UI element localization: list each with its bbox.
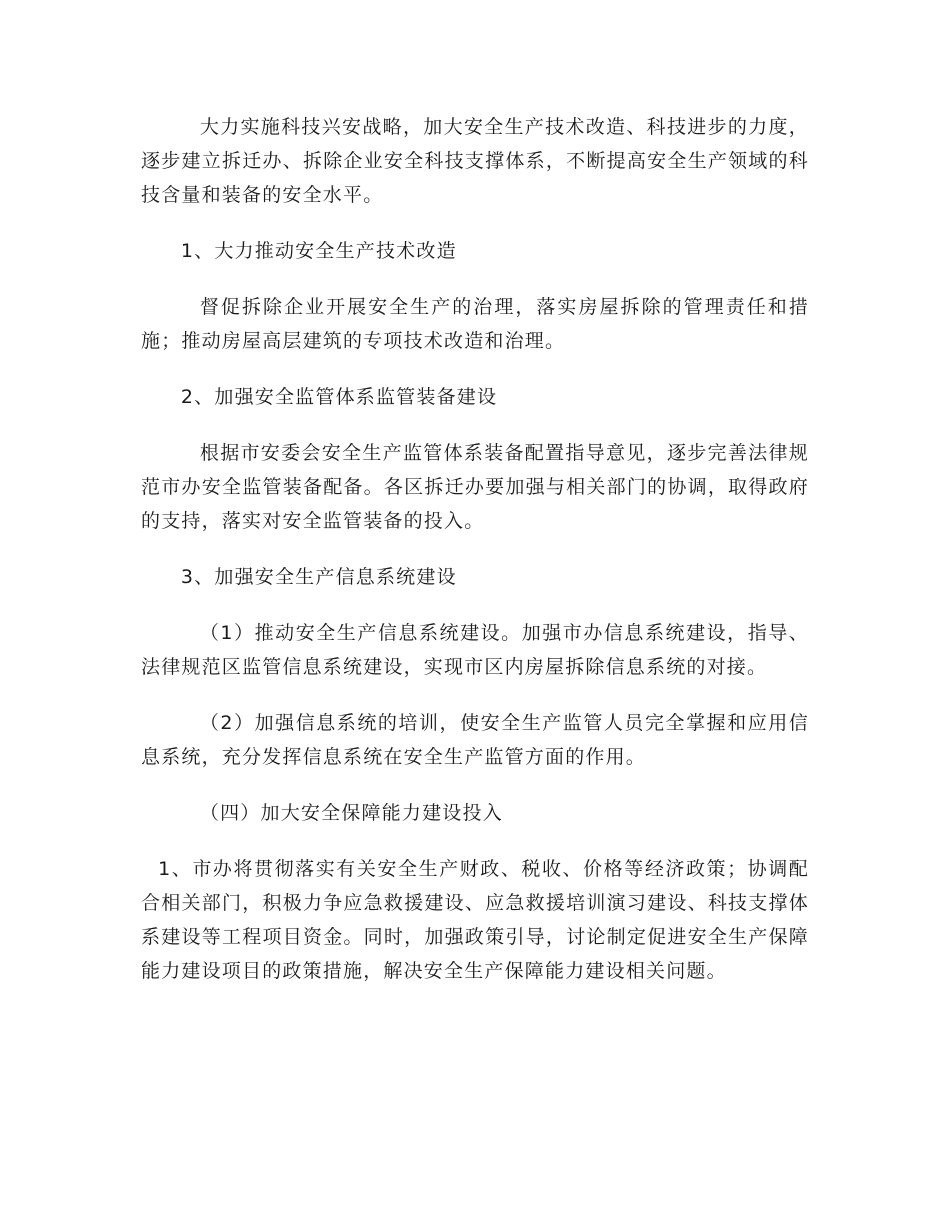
heading-info-system: 3、加强安全生产信息系统建设 [180,566,457,588]
document-body [141,110,809,1010]
paragraph-tech-strategy: 大力实施科技兴安战略，加大安全生产技术改造、科技进步的力度，逐步建立拆迁办、拆除企业安全科技支撑体系，不断提高安全生产领域的科技含量和装备的安全水平。 [141,116,809,206]
paragraph-equipment: 根据市安委会安全生产监管体系装备配置指导意见，逐步完善法律规范市办安全监管装备配备。各区拆迁办要加强与相关部门的协调，取得政府的支持，落实对安全监管装备的投入。 [141,442,809,532]
paragraph-info-system-1: （1）推动安全生产信息系统建设。加强市办信息系统建设，指导、法律规范区监管信息系统建设，实现市区内房屋拆除信息系统的对接。 [141,622,809,678]
paragraph-governance: 督促拆除企业开展安全生产的治理，落实房屋拆除的管理责任和措施；推动房屋高层建筑的专项技术改造和治理。 [141,296,809,352]
paragraph-investment: 1、市办将贯彻落实有关安全生产财政、税收、价格等经济政策；协调配合相关部门，积极力争应急救援建设、应急救援培训演习建设、科技支撑体系建设等工程项目资金。同时，加强政策引导，讨论制定促进安全生产保障能力建设项目的政策措施，解决安全生产保障能力建设相关问题。 [141,858,809,982]
heading-equipment: 2、加强安全监管体系监管装备建设 [180,386,498,408]
paragraph-info-system-2: （2）加强信息系统的培训，使安全生产监管人员完全掌握和应用信息系统，充分发挥信息系统在安全生产监管方面的作用。 [141,712,809,768]
heading-investment: （四）加大安全保障能力建设投入 [199,802,503,824]
heading-tech-renovation: 1、大力推动安全生产技术改造 [180,240,457,262]
